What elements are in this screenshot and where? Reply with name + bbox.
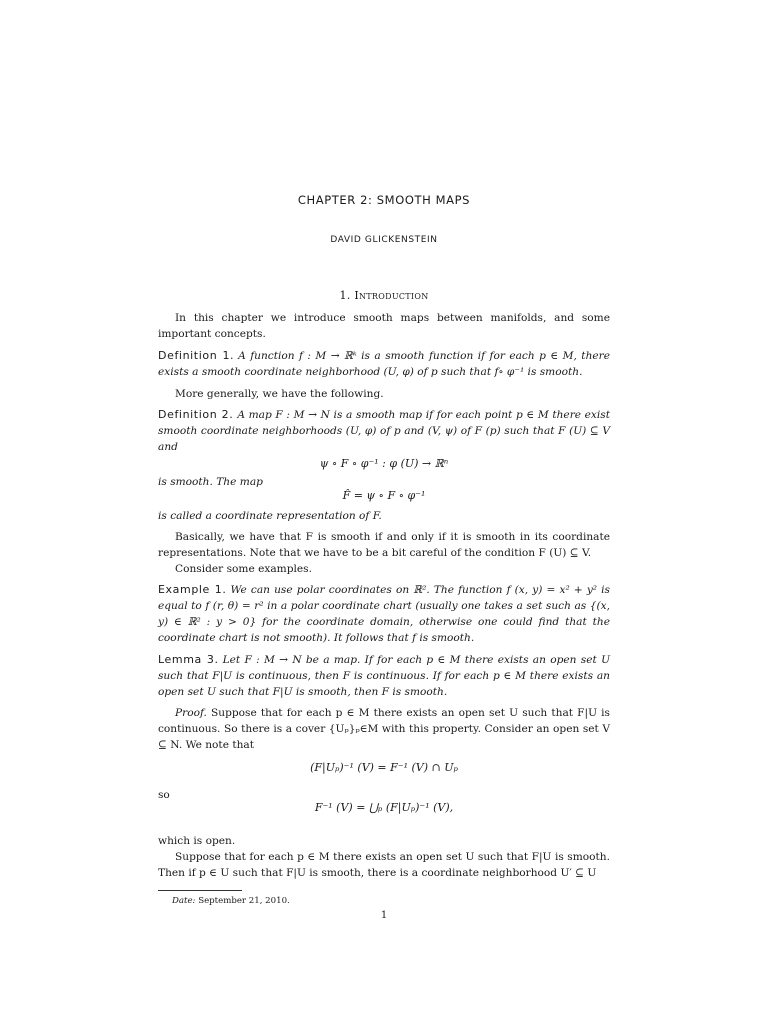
section-heading bbox=[158, 288, 610, 304]
footnote bbox=[158, 893, 610, 909]
lemma-3-label: Lemma 3. bbox=[158, 653, 219, 666]
definition-2-text: A map F : M → N is a smooth map if for each point p ∈ M there exist smooth coordinate neighborhoods (U, φ) of p and (V, ψ) of F (p) such that F (U) ⊆ V and bbox=[158, 409, 610, 453]
chapter-title: CHAPTER 2: SMOOTH MAPS bbox=[297, 193, 471, 207]
proof-so: so bbox=[158, 789, 170, 801]
section-number: 1. bbox=[339, 289, 351, 302]
lemma-3-text: Let F : M → N be a map. If for each p ∈ M there exists an open set U such that F|U is continuous, then F is continuous. If for each p ∈ M there exists an open set U such that F|U is smooth, then F is smooth. bbox=[158, 654, 610, 698]
author-name: DAVID GLICKENSTEIN bbox=[330, 235, 438, 245]
more-generally-text: More generally, we have the following. bbox=[175, 388, 384, 400]
definition-2 bbox=[158, 407, 610, 455]
page-number: 1 bbox=[380, 910, 388, 921]
proof-label: Proof. bbox=[175, 707, 207, 719]
definition-1-text: A function f : M → ℝᵏ is a smooth function if for each p ∈ M, there exists a smooth coordinate neighborhood (U, φ) of p such that f∘ φ⁻¹ is smooth. bbox=[158, 350, 610, 378]
lemma-3 bbox=[158, 652, 610, 700]
proof-text: Suppose that for each p ∈ M there exists an open set U such that F|U is continuous. So there is a cover {Uₚ}ₚ∈M with this property. Consider an open set V ⊆ N. We note that bbox=[158, 707, 610, 751]
definition-1-label: Definition 1. bbox=[158, 349, 235, 362]
example-1-label: Example 1. bbox=[158, 583, 227, 596]
proof-open-text: which is open. bbox=[158, 835, 236, 847]
section-title: Introduction bbox=[354, 289, 429, 302]
footnote-text: September 21, 2010. bbox=[198, 896, 290, 906]
proof-equation-1: (F|Uₚ)⁻¹ (V) = F⁻¹ (V) ∩ Uₚ bbox=[310, 761, 458, 774]
definition-2-mid: is smooth. The map bbox=[158, 476, 263, 488]
proof-paragraph bbox=[158, 705, 610, 753]
definition-2-equation-2: F̂ = ψ ∘ F ∘ φ⁻¹ bbox=[342, 489, 426, 502]
footnote-rule bbox=[158, 890, 242, 891]
proof-equation-2: F⁻¹ (V) = ⋃ₚ (F|Uₚ)⁻¹ (V), bbox=[314, 801, 454, 814]
definition-1 bbox=[158, 348, 610, 380]
definition-2-equation-1: ψ ∘ F ∘ φ⁻¹ : φ (U) → ℝⁿ bbox=[319, 457, 449, 470]
definition-2-end: is called a coordinate representation of F. bbox=[158, 510, 382, 522]
example-1-text: We can use polar coordinates on ℝ². The function f (x, y) = x² + y² is equal to f (r, θ) = r² in a polar coordinate chart (usually one takes a set such as {(x, y) ∈ ℝ² : y > 0} for the coordinate domain, otherwise one could find that the coordinate chart is not smooth). It follows that f is smooth. bbox=[158, 584, 610, 644]
intro-paragraph: In this chapter we introduce smooth maps between manifolds, and some important concepts. bbox=[158, 312, 610, 340]
consider-text: Consider some examples. bbox=[175, 563, 312, 575]
basically-paragraph: Basically, we have that F is smooth if and only if it is smooth in its coordinate representations. Note that we have to be a bit careful of the condition F (U) ⊆ V. bbox=[158, 531, 610, 559]
example-1 bbox=[158, 582, 610, 646]
footnote-label: Date: bbox=[172, 896, 196, 906]
proof-smooth-paragraph: Suppose that for each p ∈ M there exists an open set U such that F|U is smooth. Then if p ∈ U such that F|U is smooth, there is a coordinate neighborhood U′ ⊆ U bbox=[158, 851, 610, 879]
definition-2-label: Definition 2. bbox=[158, 408, 234, 421]
